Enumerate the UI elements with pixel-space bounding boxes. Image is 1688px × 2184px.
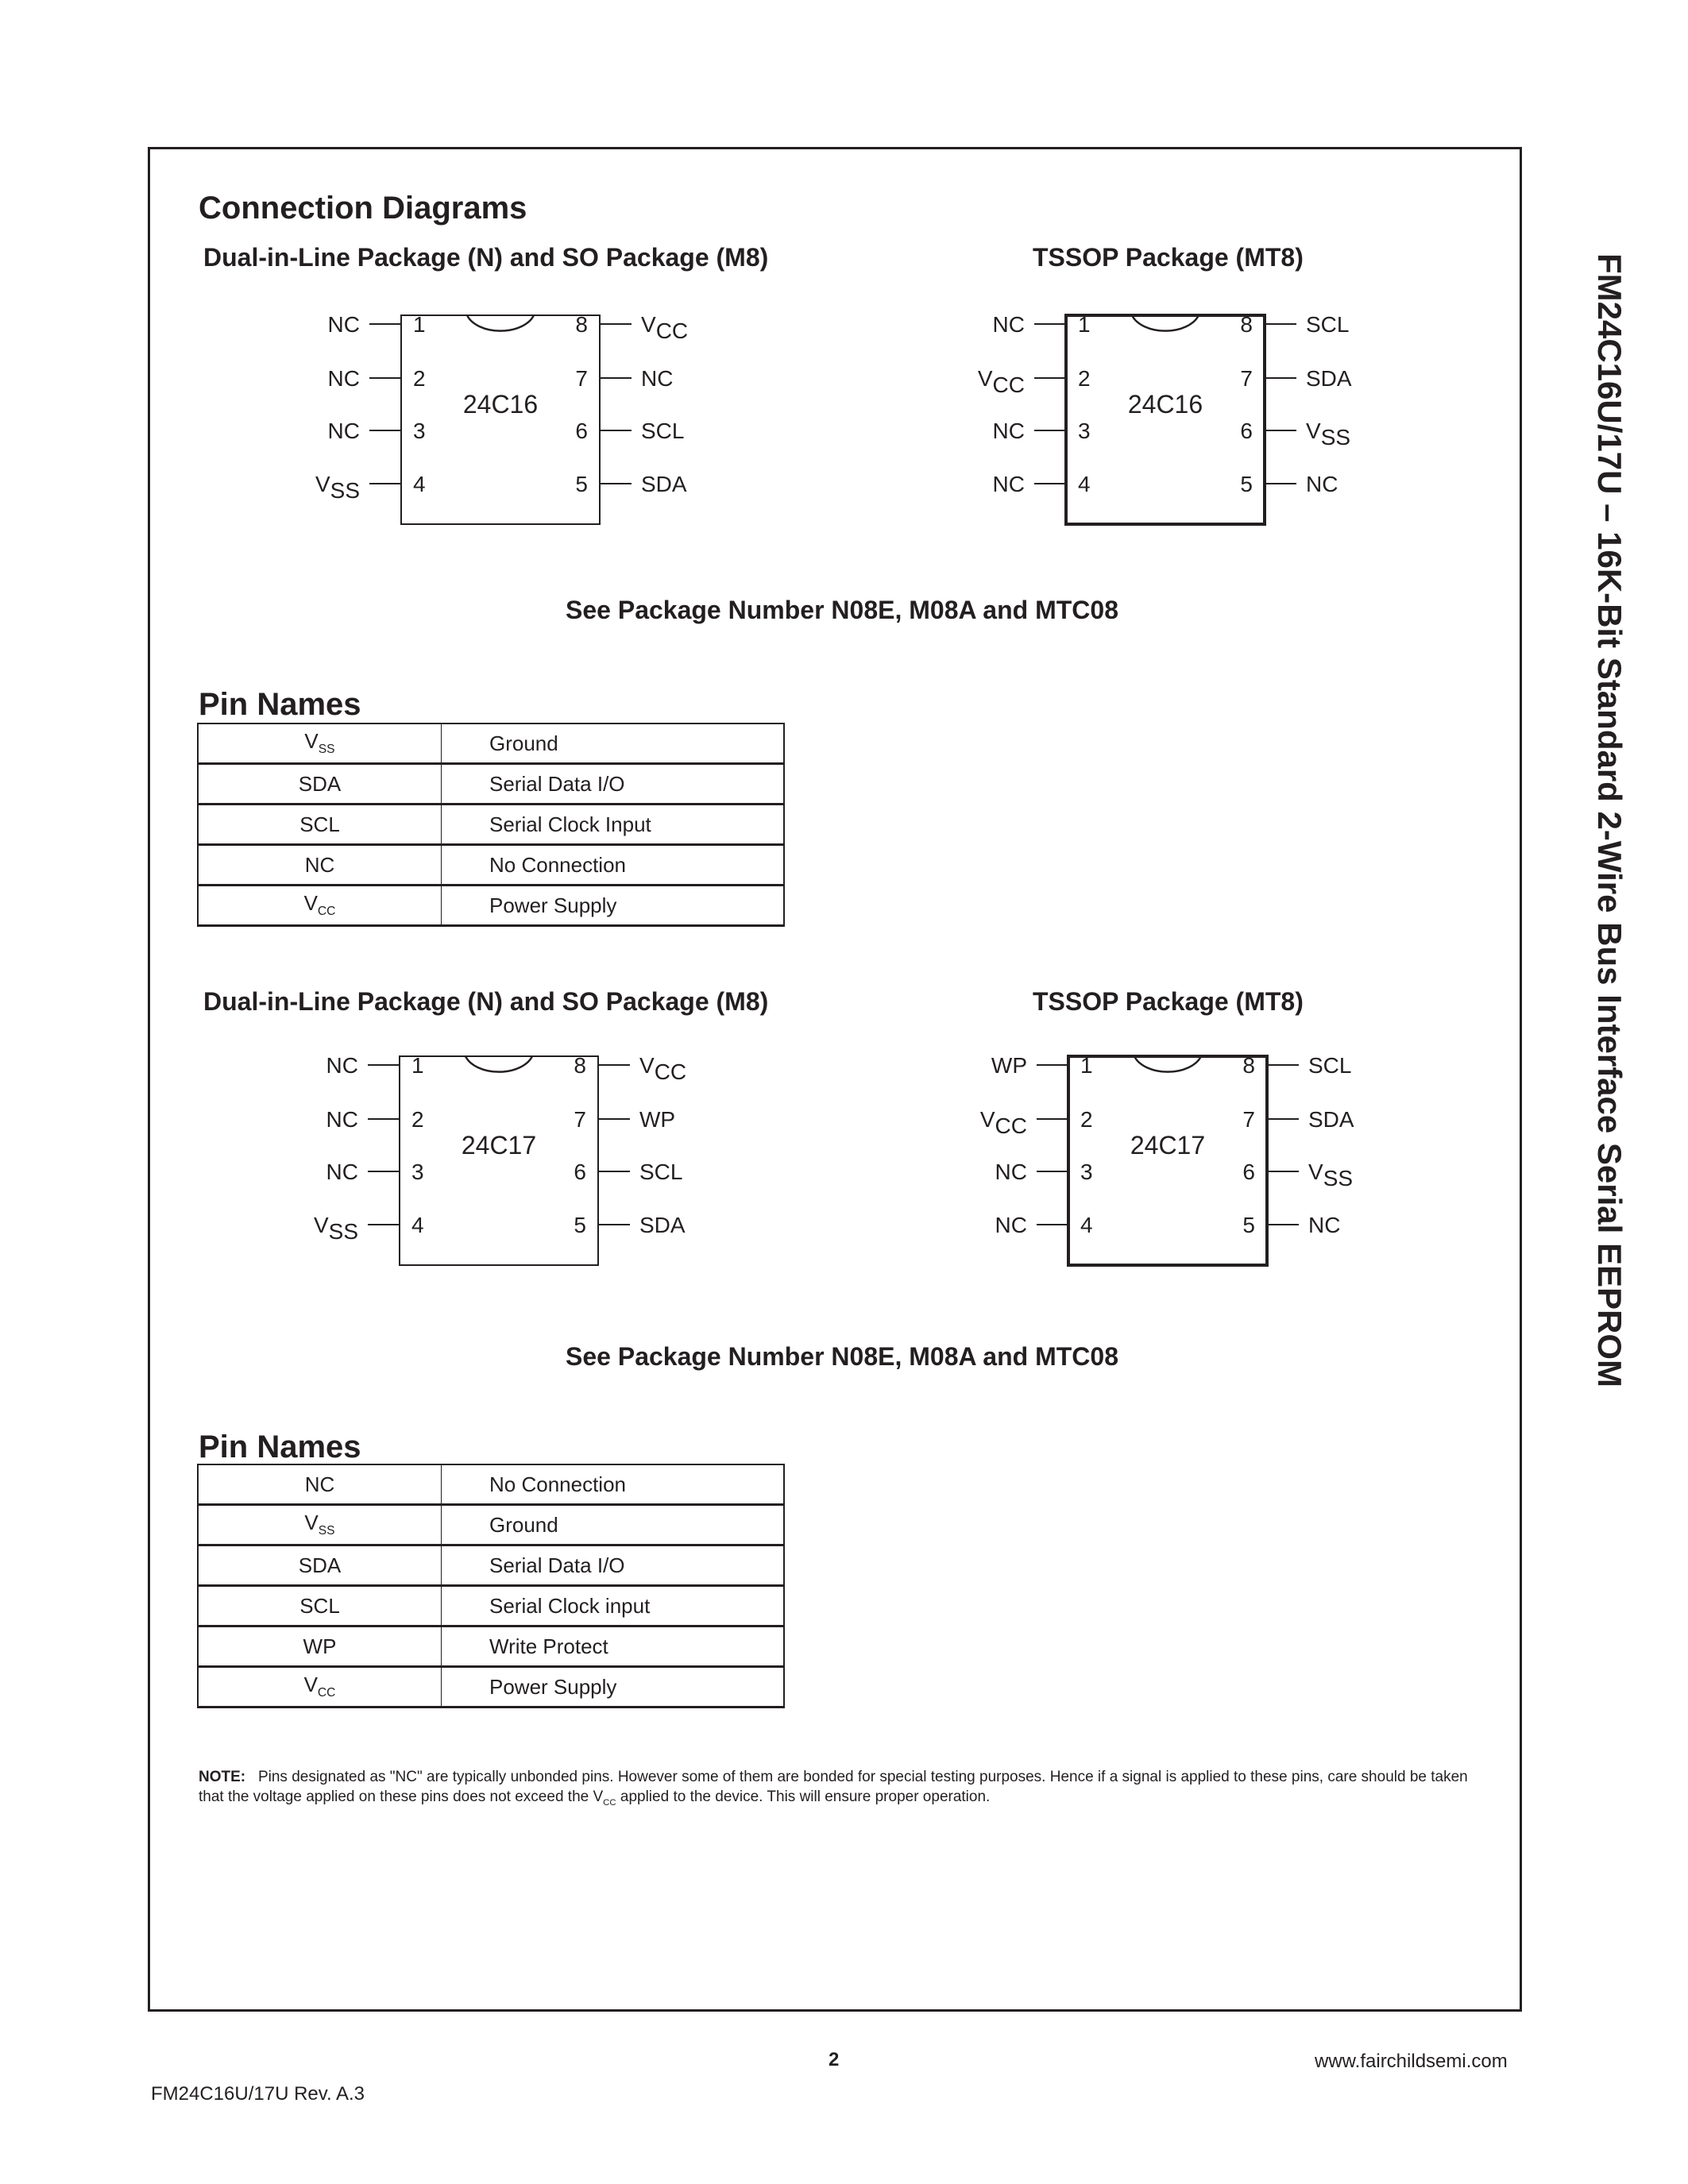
- chip-label: 24C16: [1127, 390, 1203, 419]
- pin-number: 7: [574, 1107, 586, 1132]
- pin-names-heading: Pin Names: [199, 687, 361, 722]
- pin-description: No Connection: [442, 845, 785, 886]
- pin-names-heading: Pin Names: [199, 1430, 361, 1464]
- pin-label: [1306, 419, 1350, 450]
- pin-symbol-text: V: [304, 729, 319, 754]
- pin-label: [1306, 472, 1338, 496]
- pin-number: 4: [1078, 472, 1091, 496]
- pin-number: 1: [413, 312, 426, 337]
- pin-symbol-subscript: CC: [317, 905, 336, 919]
- pin-description: Write Protect: [442, 1626, 785, 1667]
- pin-number: 4: [413, 472, 426, 496]
- tssop-diagram-24c16: [977, 306, 1380, 536]
- pin-symbol-text: V: [303, 1673, 318, 1697]
- pin-symbol: [198, 723, 442, 764]
- chip-label: 24C17: [1130, 1131, 1206, 1160]
- chip-label: 24C16: [462, 390, 539, 419]
- pin-description: Ground: [442, 723, 785, 764]
- pin-number: 6: [575, 419, 588, 443]
- pin-label: [639, 1107, 675, 1132]
- pin-number: 8: [575, 312, 588, 337]
- note-label: NOTE:: [199, 1769, 246, 1785]
- pin-label-main: NC: [1306, 472, 1338, 496]
- pin-row: [198, 1626, 784, 1667]
- pin-symbol: [198, 1626, 442, 1667]
- dip-diagram-24c17: [313, 1047, 713, 1277]
- pin-number: 5: [575, 472, 588, 496]
- pin-number: 2: [413, 366, 426, 391]
- pin-label: [641, 366, 673, 391]
- pin-number: 7: [1242, 1107, 1255, 1132]
- pin-label-subscript: CC: [654, 1059, 687, 1084]
- pin-symbol: [198, 1464, 442, 1505]
- pin-number: 6: [574, 1160, 586, 1184]
- pin-description: Serial Data I/O: [442, 1545, 785, 1586]
- pin-symbol-text: V: [303, 891, 318, 916]
- pin-label-main: NC: [641, 366, 674, 391]
- pin-symbol-text: WP: [303, 1634, 337, 1658]
- package-notch: [467, 315, 534, 331]
- pin-label: [639, 1053, 686, 1084]
- pin-label-subscript: CC: [992, 372, 1025, 397]
- pin-symbol-text: NC: [304, 1472, 335, 1496]
- pin-row: [198, 764, 784, 805]
- pin-label-main: V: [979, 1107, 995, 1132]
- pin-description: Serial Clock Input: [442, 805, 785, 845]
- side-title: FM24C16U/17U – 16K-Bit Standard 2-Wire Bus Interface Serial EEPROM: [1591, 253, 1628, 1388]
- pin-number: 1: [1078, 312, 1091, 337]
- pin-label: [993, 472, 1025, 496]
- pin-label: [326, 1053, 358, 1078]
- dip-package-title: Dual-in-Line Package (N) and SO Package (M8): [203, 987, 769, 1016]
- pin-row: [198, 1505, 784, 1545]
- pin-symbol-subscript: CC: [317, 1686, 336, 1700]
- dip-package-title: Dual-in-Line Package (N) and SO Package (M8): [203, 243, 769, 272]
- pin-row: [198, 805, 784, 845]
- pin-description: Power Supply: [442, 1667, 785, 1707]
- pin-row: [198, 1545, 784, 1586]
- package-body: [401, 315, 600, 524]
- pin-label: [326, 1160, 358, 1184]
- pin-label: [328, 312, 360, 337]
- pin-symbol: [198, 1667, 442, 1707]
- pin-label-main: SDA: [1308, 1107, 1354, 1132]
- pin-description: Power Supply: [442, 886, 785, 926]
- pin-number: 7: [575, 366, 588, 391]
- pin-symbol: [198, 845, 442, 886]
- pin-number: 8: [1242, 1053, 1255, 1078]
- pin-label-main: NC: [326, 1160, 358, 1184]
- pin-label: [1306, 312, 1349, 337]
- pin-row: [198, 723, 784, 764]
- pin-symbol-subscript: SS: [318, 743, 335, 757]
- pin-label-main: SCL: [641, 419, 685, 443]
- tssop-package-title: TSSOP Package (MT8): [1033, 243, 1304, 272]
- pin-label: [1308, 1213, 1340, 1237]
- pin-label: [991, 1053, 1027, 1078]
- pin-names-table: [197, 723, 785, 927]
- chip-label: 24C17: [461, 1131, 537, 1160]
- pin-label: [978, 366, 1025, 397]
- pin-number: 1: [411, 1053, 424, 1078]
- note-text: Pins designated as "NC" are typically unbonded pins. However some of them are bonded for special testing purposes. Hence if a signal is applied to these pins, care should be taken that the voltage applied on these pins does not exceed the V: [199, 1769, 1468, 1805]
- pin-label: [995, 1160, 1027, 1184]
- pin-label-main: SCL: [639, 1160, 683, 1184]
- section-heading: Connection Diagrams: [199, 191, 527, 226]
- pin-symbol-text: SCL: [299, 812, 340, 836]
- pin-label-subscript: SS: [330, 478, 360, 503]
- pin-number: 1: [1080, 1053, 1093, 1078]
- pin-description: No Connection: [442, 1464, 785, 1505]
- pin-row: [198, 886, 784, 926]
- package-body: [1066, 315, 1265, 524]
- pin-number: 3: [413, 419, 426, 443]
- pin-number: 5: [1240, 472, 1253, 496]
- pin-symbol: [198, 764, 442, 805]
- pin-label: [1308, 1160, 1353, 1190]
- footnote: [199, 1767, 1470, 1813]
- pin-label: [328, 419, 360, 443]
- pin-symbol-subscript: SS: [318, 1524, 335, 1538]
- pin-label: [328, 366, 360, 391]
- pin-label-subscript: CC: [655, 318, 689, 343]
- pin-label-main: NC: [992, 472, 1025, 496]
- pin-symbol: [198, 1586, 442, 1626]
- package-body: [400, 1056, 598, 1265]
- pin-label-main: SDA: [639, 1213, 686, 1237]
- pin-label-main: NC: [327, 366, 360, 391]
- pin-number: 4: [1080, 1213, 1093, 1237]
- pin-description: Ground: [442, 1505, 785, 1545]
- pin-symbol-text: V: [304, 1511, 319, 1535]
- pin-label-main: V: [977, 366, 993, 391]
- pin-label-main: NC: [992, 312, 1025, 337]
- pin-symbol: [198, 886, 442, 926]
- see-package-note: See Package Number N08E, M08A and MTC08: [566, 596, 1118, 624]
- pin-label: [314, 1213, 358, 1244]
- pin-label: [326, 1107, 358, 1132]
- pin-label-main: SCL: [1308, 1053, 1352, 1078]
- pin-number: 4: [411, 1213, 424, 1237]
- website-link[interactable]: www.fairchildsemi.com: [1315, 2051, 1508, 2072]
- pin-label: [315, 472, 360, 503]
- note-text-end: applied to the device. This will ensure proper operation.: [616, 1788, 991, 1805]
- pin-number: 3: [1080, 1160, 1093, 1184]
- pin-label-main: V: [315, 472, 330, 496]
- pin-label-main: NC: [327, 312, 360, 337]
- dip-diagram-24c16: [315, 306, 715, 536]
- pin-label: [641, 472, 687, 496]
- pin-label-main: NC: [326, 1053, 358, 1078]
- tssop-diagram-24c17: [979, 1047, 1382, 1277]
- package-notch: [465, 1056, 532, 1072]
- pin-label-main: NC: [327, 419, 360, 443]
- pin-label-main: V: [639, 1053, 655, 1078]
- pin-label: [980, 1107, 1027, 1138]
- pin-label-main: V: [1308, 1160, 1323, 1184]
- pin-label: [641, 312, 688, 343]
- pin-row: [198, 1586, 784, 1626]
- pin-label-main: NC: [992, 419, 1025, 443]
- pin-number: 5: [1242, 1213, 1255, 1237]
- pin-label: [1306, 366, 1352, 391]
- pin-number: 7: [1240, 366, 1253, 391]
- pin-symbol: [198, 805, 442, 845]
- pin-symbol-text: SDA: [298, 1553, 342, 1577]
- pin-label-main: WP: [639, 1107, 676, 1132]
- pin-label: [995, 1213, 1027, 1237]
- pin-label-subscript: SS: [1320, 425, 1351, 450]
- pin-symbol: [198, 1505, 442, 1545]
- pin-number: 2: [1080, 1107, 1093, 1132]
- pin-row: [198, 1464, 784, 1505]
- pin-symbol-text: NC: [304, 852, 335, 877]
- pin-label-main: SDA: [641, 472, 687, 496]
- pin-label: [639, 1160, 682, 1184]
- pin-label-main: V: [641, 312, 656, 337]
- pin-label-main: SCL: [1306, 312, 1350, 337]
- pin-symbol: [198, 1545, 442, 1586]
- pin-number: 2: [1078, 366, 1091, 391]
- pin-label: [993, 312, 1025, 337]
- pin-label-main: V: [313, 1213, 329, 1237]
- package-notch: [1134, 1056, 1201, 1072]
- pin-number: 6: [1240, 419, 1253, 443]
- tssop-package-title: TSSOP Package (MT8): [1033, 987, 1304, 1016]
- pin-description: Serial Clock input: [442, 1586, 785, 1626]
- note-subscript: CC: [603, 1797, 616, 1808]
- pin-number: 2: [411, 1107, 424, 1132]
- pin-description: Serial Data I/O: [442, 764, 785, 805]
- pin-number: 3: [1078, 419, 1091, 443]
- pin-label-main: NC: [326, 1107, 358, 1132]
- pin-label: [993, 419, 1025, 443]
- pin-names-table: [197, 1464, 785, 1708]
- pin-label-main: SDA: [1306, 366, 1352, 391]
- pin-label: [1308, 1053, 1351, 1078]
- pin-label-main: V: [1306, 419, 1321, 443]
- pin-symbol-text: SDA: [298, 771, 342, 796]
- revision-label: FM24C16U/17U Rev. A.3: [151, 2083, 365, 2105]
- package-body: [1068, 1056, 1267, 1265]
- pin-row: [198, 845, 784, 886]
- pin-number: 8: [1240, 312, 1253, 337]
- pin-label: [639, 1213, 686, 1237]
- pin-number: 6: [1242, 1160, 1255, 1184]
- pin-row: [198, 1667, 784, 1707]
- pin-number: 8: [574, 1053, 586, 1078]
- pin-label-main: WP: [991, 1053, 1027, 1078]
- pin-label-subscript: SS: [328, 1219, 358, 1244]
- pin-label-main: NC: [995, 1160, 1027, 1184]
- pin-label-main: NC: [1308, 1213, 1341, 1237]
- pin-symbol-text: SCL: [299, 1593, 340, 1618]
- pin-label-main: NC: [995, 1213, 1027, 1237]
- page-number: 2: [829, 2049, 840, 2070]
- pin-label: [641, 419, 684, 443]
- pin-label: [1308, 1107, 1354, 1132]
- pin-label-subscript: SS: [1323, 1166, 1354, 1190]
- pin-number: 3: [411, 1160, 424, 1184]
- package-notch: [1132, 315, 1199, 331]
- see-package-note: See Package Number N08E, M08A and MTC08: [566, 1342, 1118, 1371]
- pin-label-subscript: CC: [995, 1113, 1027, 1138]
- pin-number: 5: [574, 1213, 586, 1237]
